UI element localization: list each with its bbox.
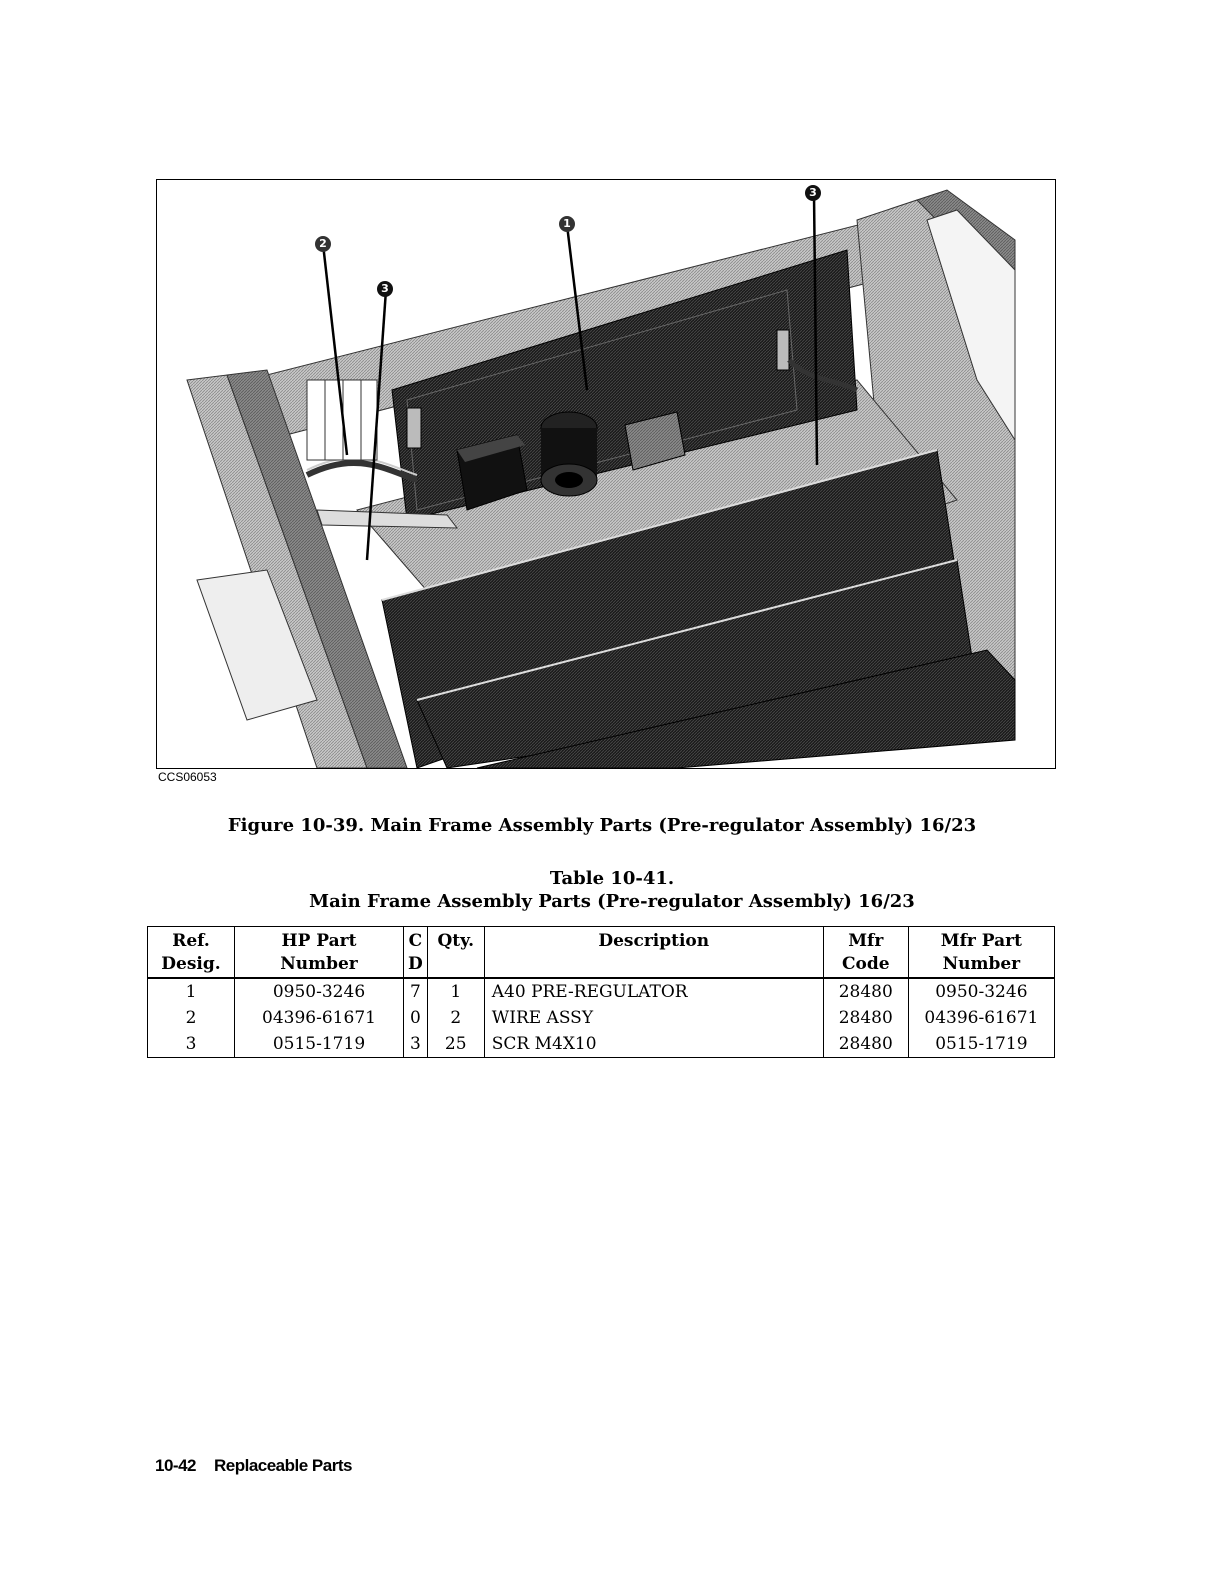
- cell-mfr-code: 28480: [823, 978, 908, 1005]
- cell-cd: 3: [404, 1031, 428, 1058]
- cell-hp-part: 04396-61671: [235, 1005, 404, 1031]
- cell-description: A40 PRE-REGULATOR: [484, 978, 823, 1005]
- cell-hp-part: 0950-3246: [235, 978, 404, 1005]
- cell-hp-part: 0515-1719: [235, 1031, 404, 1058]
- table-subtitle: Main Frame Assembly Parts (Pre-regulator Assembly) 16/23: [309, 891, 915, 912]
- cell-mfr-part: 04396-61671: [908, 1005, 1054, 1031]
- cell-qty: 1: [427, 978, 484, 1005]
- cell-mfr-code: 28480: [823, 1031, 908, 1058]
- header-mfr-part-number: Mfr Part Number: [908, 927, 1054, 979]
- header-ref-desig: Ref. Desig.: [148, 927, 235, 979]
- callout-1: 1: [559, 216, 575, 232]
- table-header-row: [148, 927, 1055, 979]
- cell-mfr-code: 28480: [823, 1005, 908, 1031]
- table-title: Table 10-41.: [549, 868, 675, 889]
- cell-cd: 0: [404, 1005, 428, 1031]
- header-mfr-code: Mfr Code: [823, 927, 908, 979]
- cell-description: SCR M4X10: [484, 1031, 823, 1058]
- cell-cd: 7: [404, 978, 428, 1005]
- cell-ref: 2: [148, 1005, 235, 1031]
- section-title: Replaceable Parts: [213, 1456, 352, 1475]
- callout-3-left: 3: [377, 281, 393, 297]
- table-row: [148, 1005, 1055, 1031]
- cell-ref: 1: [148, 978, 235, 1005]
- header-cd: C D: [404, 927, 428, 979]
- header-qty: Qty.: [427, 927, 484, 979]
- cell-qty: 2: [427, 1005, 484, 1031]
- page-footer: [155, 1456, 370, 1476]
- callout-2: 2: [315, 236, 331, 252]
- cell-ref: 3: [148, 1031, 235, 1058]
- figure-image-id: CCS06053: [158, 770, 217, 784]
- cell-mfr-part: 0515-1719: [908, 1031, 1054, 1058]
- header-description: Description: [484, 927, 823, 979]
- table-row: [148, 978, 1055, 1005]
- assembly-figure: [156, 179, 1056, 769]
- table-row: [148, 1031, 1055, 1058]
- parts-table: [147, 926, 1055, 1058]
- cell-description: WIRE ASSY: [484, 1005, 823, 1031]
- pre-regulator-illustration: [157, 180, 1055, 768]
- page-number: 10-42: [155, 1456, 196, 1475]
- cell-mfr-part: 0950-3246: [908, 978, 1054, 1005]
- header-hp-part-number: HP Part Number: [235, 927, 404, 979]
- figure-caption: Figure 10-39. Main Frame Assembly Parts (Pre-regulator Assembly) 16/23: [227, 815, 977, 836]
- callout-3-right: 3: [805, 185, 821, 201]
- cell-qty: 25: [427, 1031, 484, 1058]
